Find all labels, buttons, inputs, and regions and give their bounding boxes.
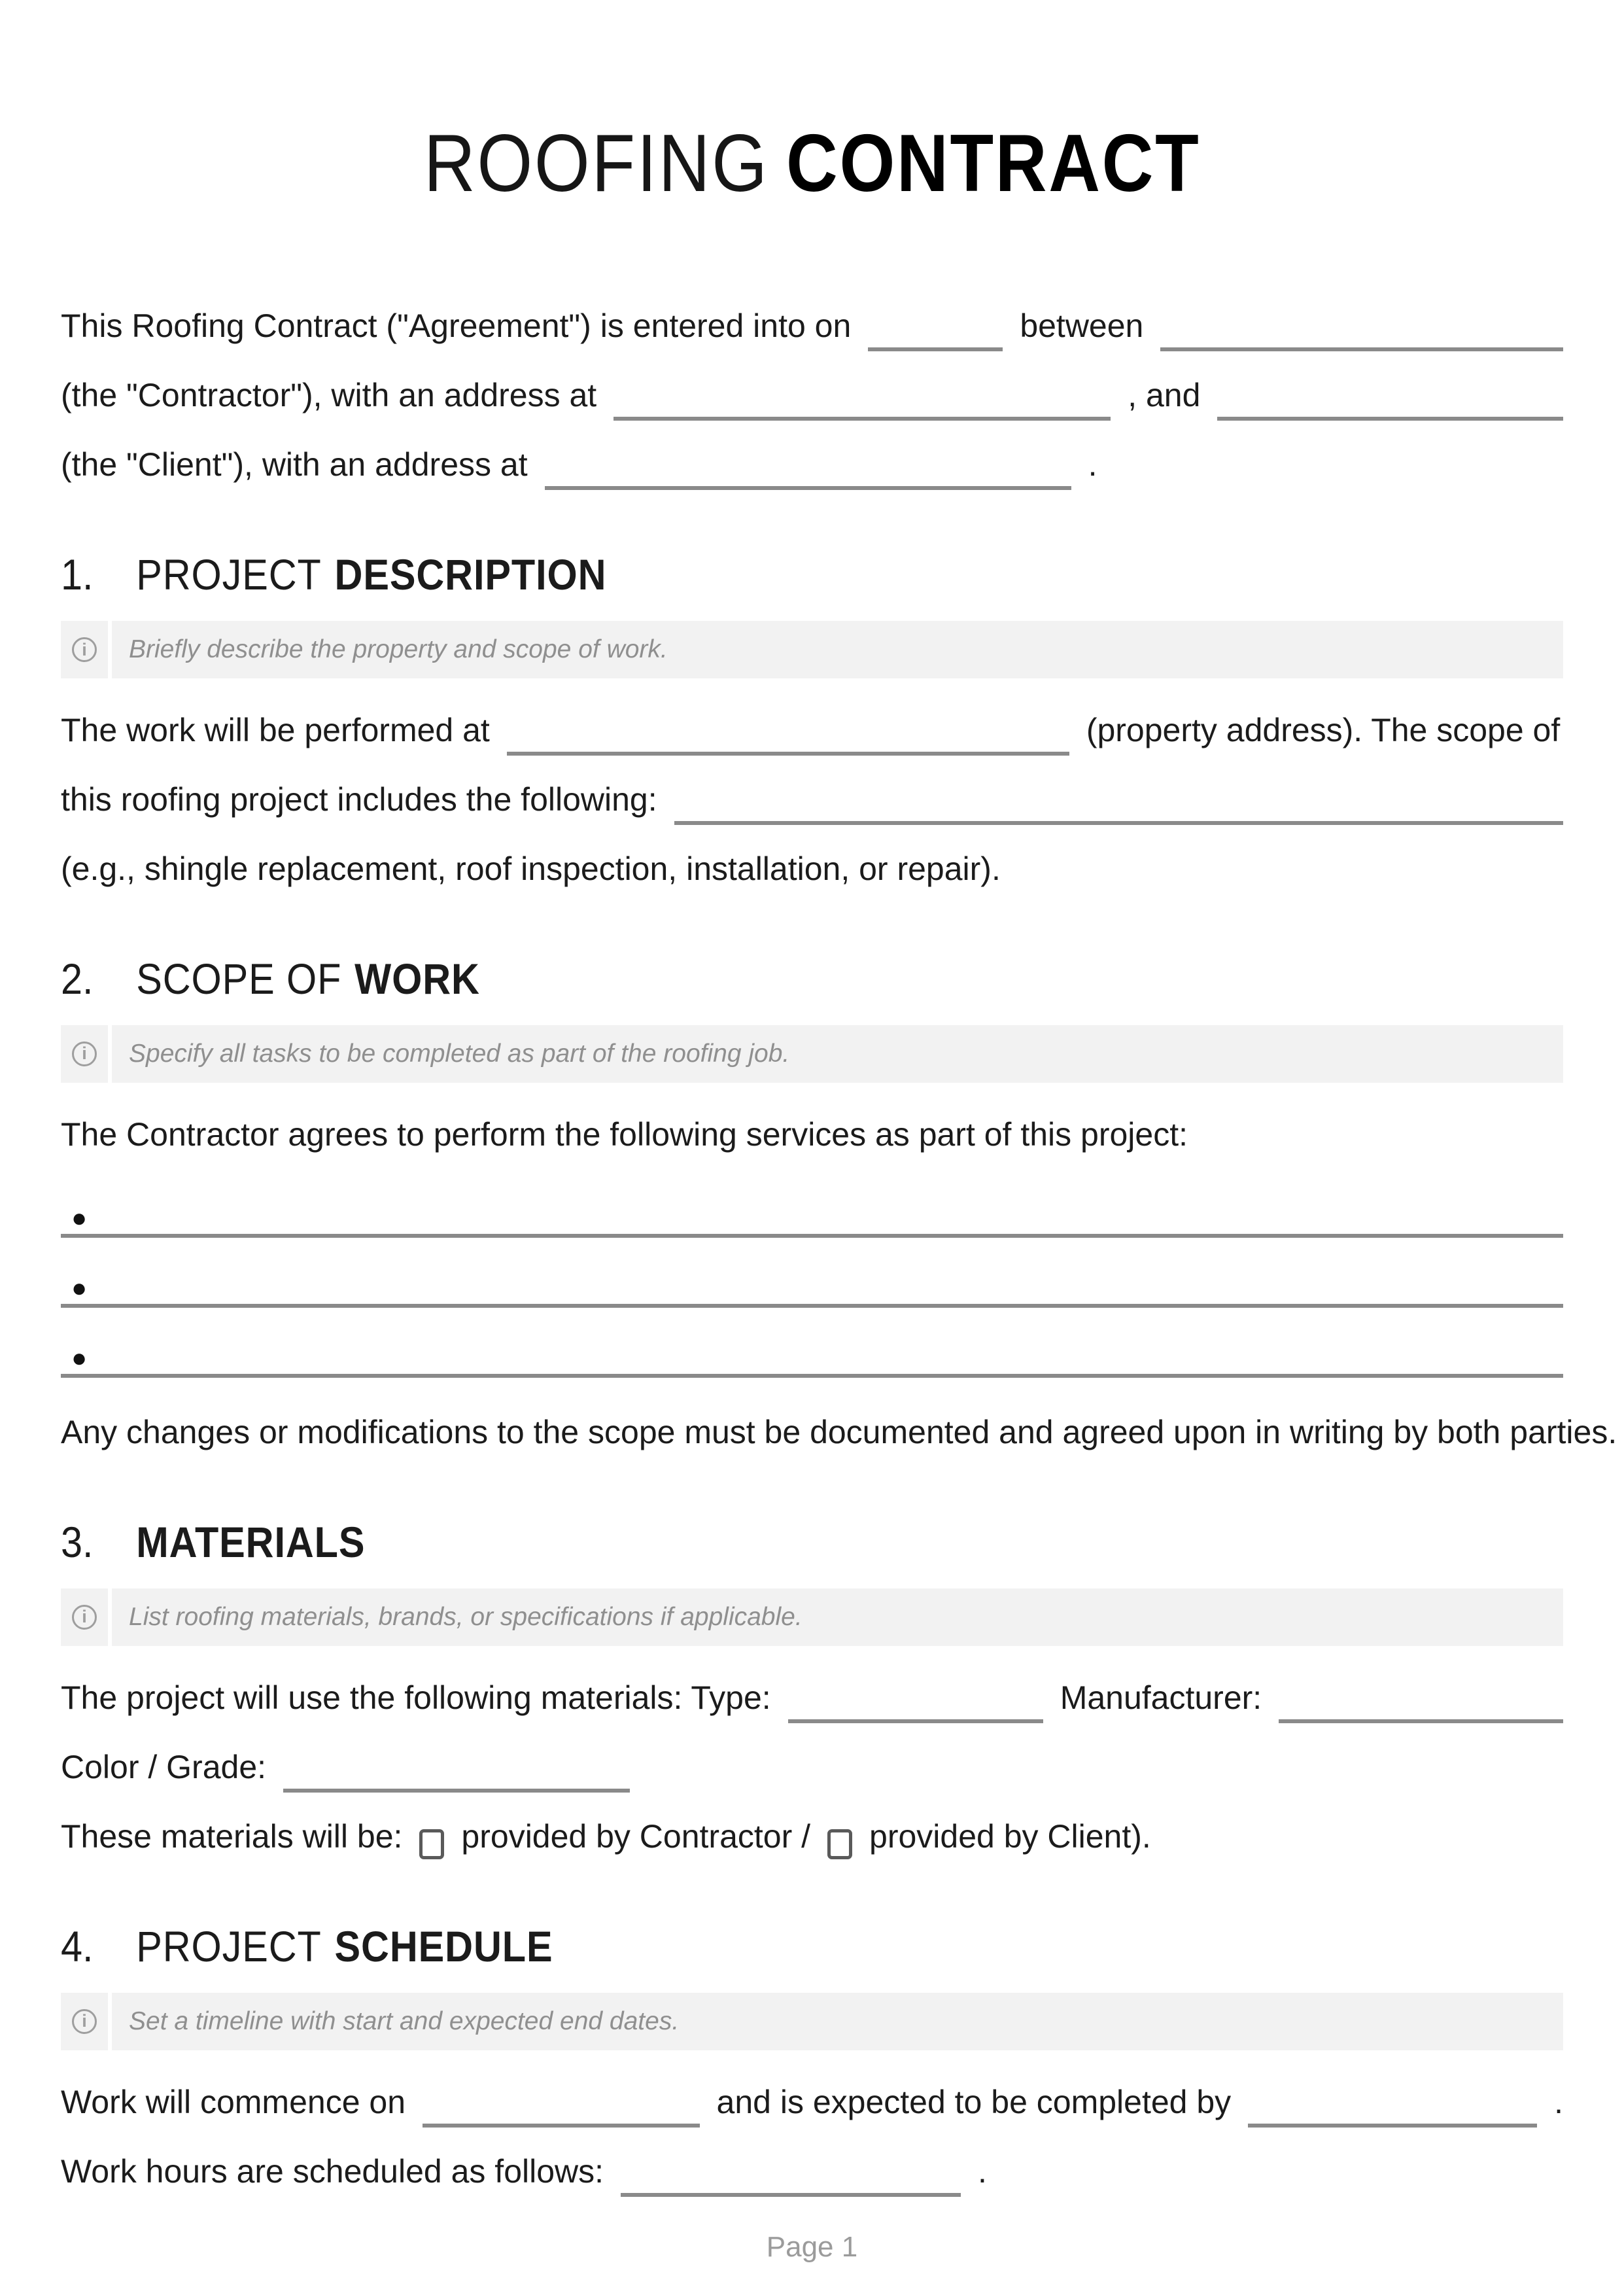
intro-client-text: (the "Client"), with an address at <box>61 446 528 483</box>
section-3-hint-text: List roofing materials, brands, or specifications if applicable. <box>112 1588 1563 1646</box>
info-icon: i <box>72 2009 97 2034</box>
blank-agreement-date[interactable] <box>868 347 1003 351</box>
provided-intro-text: These materials will be: <box>61 1817 403 1855</box>
service-line-3 <box>61 1318 1563 1388</box>
section-4-number: 4. <box>61 1921 94 1971</box>
section-4-heading <box>61 1922 1563 1972</box>
blank-client-name[interactable] <box>1217 417 1563 421</box>
section-4-hint-banner <box>61 1993 1563 2050</box>
intro-and-text: , and <box>1128 377 1201 414</box>
section-2-hint-text: Specify all tasks to be completed as part of the roofing job. <box>112 1025 1563 1083</box>
info-icon: i <box>72 637 97 662</box>
services-intro-line <box>61 1100 1563 1169</box>
schedule-line-2 <box>61 2137 1563 2206</box>
section-1-body <box>61 695 1563 903</box>
description-line-2 <box>61 765 1563 834</box>
section-3-number: 3. <box>61 1517 94 1566</box>
blank-client-address[interactable] <box>545 486 1071 490</box>
blank-scope-summary[interactable] <box>674 821 1563 825</box>
blank-start-date[interactable] <box>423 2124 700 2128</box>
service-line-1 <box>61 1178 1563 1248</box>
intro-paragraph <box>61 291 1563 499</box>
intro-line-3 <box>61 430 1563 499</box>
intro-period-text: . <box>1088 446 1097 483</box>
checkbox-provided-by-contractor[interactable] <box>419 1829 444 1859</box>
hint-icon-cell <box>61 621 108 678</box>
section-1-hint-text: Briefly describe the property and scope of work. <box>112 621 1563 678</box>
blank-material-type[interactable] <box>788 1719 1043 1723</box>
section-2-title-light: SCOPE OF <box>136 955 342 1004</box>
section-1-heading <box>61 550 1563 600</box>
description-line-3 <box>61 834 1563 903</box>
intro-line-2 <box>61 360 1563 430</box>
materials-line-3 <box>61 1802 1563 1871</box>
checkbox-provided-by-client[interactable] <box>827 1829 852 1859</box>
section-3-title-bold: MATERIALS <box>136 1517 366 1566</box>
property-address-note-text: (property address). The scope of <box>1086 712 1561 749</box>
schedule-period-text: . <box>1554 2083 1563 2120</box>
provided-by-contractor-text: provided by Contractor / <box>461 1817 811 1855</box>
page-title <box>61 118 1563 209</box>
page-number: Page 1 <box>766 2231 858 2263</box>
section-2-number: 2. <box>61 955 94 1004</box>
intro-contractor-text: (the "Contractor"), with an address at <box>61 377 597 414</box>
bullet-icon: ● <box>71 1203 88 1233</box>
hint-icon-cell <box>61 1025 108 1083</box>
change-note-line <box>61 1397 1617 1467</box>
blank-completion-date[interactable] <box>1248 2124 1537 2128</box>
title-word-bold: CONTRACT <box>786 118 1201 209</box>
section-4-body <box>61 2067 1563 2206</box>
manufacturer-text: Manufacturer: <box>1060 1679 1262 1716</box>
service-line-2 <box>61 1248 1563 1318</box>
materials-type-text: The project will use the following materials: Type: <box>61 1679 771 1716</box>
section-4-title-bold: SCHEDULE <box>334 1921 553 1971</box>
change-note-text: Any changes or modifications to the scope must be documented and agreed upon in writing by both parties. <box>61 1413 1617 1450</box>
schedule-period-text: . <box>978 2152 987 2190</box>
blank-material-color-grade[interactable] <box>283 1789 630 1793</box>
materials-line-2 <box>61 1732 1563 1802</box>
blank-service-1[interactable] <box>61 1234 1563 1238</box>
section-1-hint-banner <box>61 621 1563 678</box>
section-1-title-light: PROJECT <box>136 550 322 599</box>
blank-service-3[interactable] <box>61 1374 1563 1378</box>
section-2-heading <box>61 955 1563 1004</box>
section-4-title-light: PROJECT <box>136 1921 322 1971</box>
blank-work-hours[interactable] <box>621 2193 961 2197</box>
materials-line-1 <box>61 1663 1563 1732</box>
color-grade-text: Color / Grade: <box>61 1748 267 1785</box>
blank-contractor-name[interactable] <box>1160 347 1563 351</box>
hint-icon-cell <box>61 1993 108 2050</box>
section-1-title-bold: DESCRIPTION <box>334 550 607 599</box>
completed-by-text: and is expected to be completed by <box>716 2083 1232 2120</box>
section-1-number: 1. <box>61 550 94 599</box>
title-word-light: ROOFING <box>423 118 769 209</box>
section-2-title-bold: WORK <box>354 955 480 1004</box>
description-line-1 <box>61 695 1563 765</box>
blank-service-2[interactable] <box>61 1304 1563 1308</box>
performed-at-text: The work will be performed at <box>61 712 490 749</box>
section-3-heading <box>61 1518 1563 1568</box>
provided-by-client-text: provided by Client). <box>869 1817 1151 1855</box>
section-2-hint-banner <box>61 1025 1563 1083</box>
work-hours-text: Work hours are scheduled as follows: <box>61 2152 604 2190</box>
section-4-hint-text: Set a timeline with start and expected end dates. <box>112 1993 1563 2050</box>
section-3-body <box>61 1663 1563 1871</box>
services-intro-text: The Contractor agrees to perform the following services as part of this project: <box>61 1115 1188 1153</box>
blank-material-manufacturer[interactable] <box>1279 1719 1563 1723</box>
section-3-hint-banner <box>61 1588 1563 1646</box>
info-icon: i <box>72 1605 97 1630</box>
blank-property-address[interactable] <box>507 752 1069 756</box>
intro-between-text: between <box>1020 307 1144 345</box>
schedule-line-1 <box>61 2067 1563 2137</box>
bullet-icon: ● <box>71 1273 88 1303</box>
info-icon: i <box>72 1042 97 1066</box>
blank-contractor-address[interactable] <box>613 417 1111 421</box>
hint-icon-cell <box>61 1588 108 1646</box>
bullet-icon: ● <box>71 1343 88 1373</box>
includes-following-text: this roofing project includes the following: <box>61 781 657 818</box>
intro-entered-text: This Roofing Contract ("Agreement") is entered into on <box>61 307 852 345</box>
intro-line-1 <box>61 291 1563 360</box>
section-2-body <box>61 1100 1617 1467</box>
commence-on-text: Work will commence on <box>61 2083 406 2120</box>
examples-text: (e.g., shingle replacement, roof inspection, installation, or repair). <box>61 850 1001 888</box>
